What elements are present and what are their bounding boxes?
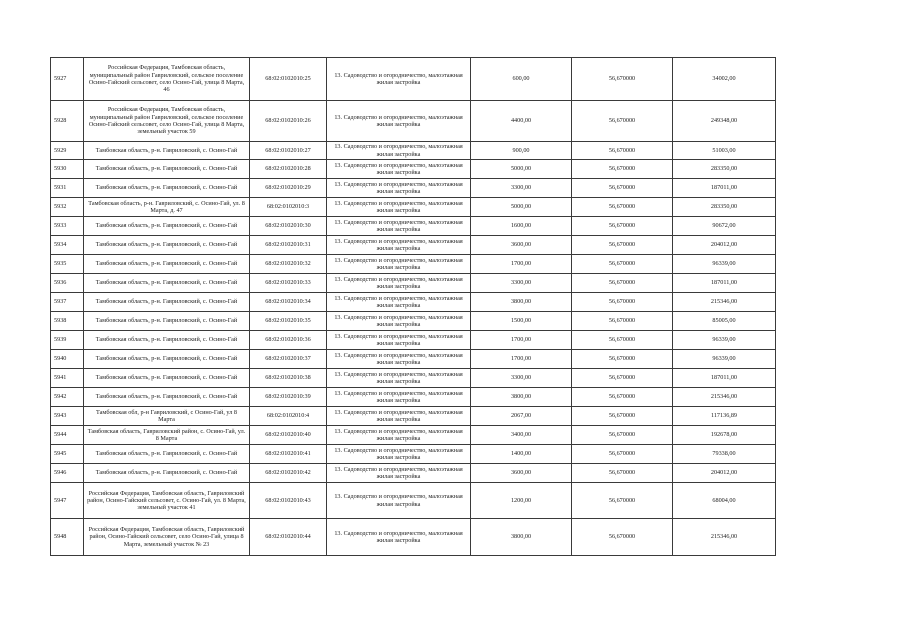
row-number: 5928 bbox=[51, 101, 84, 142]
area-cell: 5000,00 bbox=[471, 198, 572, 217]
row-number: 5938 bbox=[51, 312, 84, 331]
specific-value-cell: 56,670000 bbox=[572, 331, 673, 350]
cadastral-number-cell: 68:02:0102010:42 bbox=[250, 464, 327, 483]
area-cell: 1500,00 bbox=[471, 312, 572, 331]
cadastral-number-cell: 68:02:0102010:44 bbox=[250, 519, 327, 556]
table-row bbox=[51, 464, 776, 483]
address-cell: Российская Федерация, Тамбовская область, муниципальный район Гавриловский, сельское поселение Осино-Гайский сельсовет, село Осино-Гай, улица 8 Марта, 46 bbox=[84, 58, 250, 101]
row-number: 5946 bbox=[51, 464, 84, 483]
address-cell: Тамбовская область, р-н. Гавриловский, с. Осино-Гай bbox=[84, 388, 250, 407]
land-use-cell: 13. Садоводство и огородничество, малоэтажная жилая застройка bbox=[327, 331, 471, 350]
area-cell: 1700,00 bbox=[471, 255, 572, 274]
table-row bbox=[51, 293, 776, 312]
table-row bbox=[51, 388, 776, 407]
specific-value-cell: 56,670000 bbox=[572, 426, 673, 445]
cadastral-number-cell: 68:02:0102010:28 bbox=[250, 160, 327, 179]
cadastral-value-cell: 187011,00 bbox=[673, 274, 776, 293]
land-use-cell: 13. Садоводство и огородничество, малоэтажная жилая застройка bbox=[327, 293, 471, 312]
address-cell: Российская Федерация, Тамбовская область, Гавриловский район, Осино-Гайский сельсовет, село Осино-Гай, улица 8 Марта, земельный участок № 23 bbox=[84, 519, 250, 556]
land-use-cell: 13. Садоводство и огородничество, малоэтажная жилая застройка bbox=[327, 519, 471, 556]
table-row bbox=[51, 255, 776, 274]
cadastral-number-cell: 68:02:0102010:4 bbox=[250, 407, 327, 426]
cadastral-number-cell: 68:02:0102010:35 bbox=[250, 312, 327, 331]
cadastral-value-cell: 68004,00 bbox=[673, 483, 776, 519]
cadastral-value-cell: 117136,89 bbox=[673, 407, 776, 426]
land-use-cell: 13. Садоводство и огородничество, малоэтажная жилая застройка bbox=[327, 160, 471, 179]
cadastral-number-cell: 68:02:0102010:33 bbox=[250, 274, 327, 293]
specific-value-cell: 56,670000 bbox=[572, 464, 673, 483]
specific-value-cell: 56,670000 bbox=[572, 369, 673, 388]
specific-value-cell: 56,670000 bbox=[572, 350, 673, 369]
address-cell: Российская Федерация, Тамбовская область, муниципальный район Гавриловский, сельское поселение Осино-Гайский сельсовет, село Осино-Гай, улица 8 Марта, земельный участок 59 bbox=[84, 101, 250, 142]
row-number: 5941 bbox=[51, 369, 84, 388]
specific-value-cell: 56,670000 bbox=[572, 160, 673, 179]
address-cell: Тамбовская область, р-н. Гавриловский, с. Осино-Гай bbox=[84, 293, 250, 312]
area-cell: 3300,00 bbox=[471, 274, 572, 293]
specific-value-cell: 56,670000 bbox=[572, 142, 673, 160]
address-cell: Тамбовская область, р-н. Гавриловский, с. Осино-Гай bbox=[84, 312, 250, 331]
address-cell: Тамбовская область, р-н. Гавриловский, с. Осино-Гай bbox=[84, 331, 250, 350]
address-cell: Тамбовская область, р-н. Гавриловский, с. Осино-Гай bbox=[84, 160, 250, 179]
cadastral-value-cell: 96339,00 bbox=[673, 350, 776, 369]
row-number: 5929 bbox=[51, 142, 84, 160]
table-row bbox=[51, 483, 776, 519]
table-row bbox=[51, 142, 776, 160]
table-row bbox=[51, 350, 776, 369]
address-cell: Тамбовская область, р-н. Гавриловский, с. Осино-Гай bbox=[84, 217, 250, 236]
row-number: 5945 bbox=[51, 445, 84, 464]
land-use-cell: 13. Садоводство и огородничество, малоэтажная жилая застройка bbox=[327, 369, 471, 388]
land-use-cell: 13. Садоводство и огородничество, малоэтажная жилая застройка bbox=[327, 198, 471, 217]
land-use-cell: 13. Садоводство и огородничество, малоэтажная жилая застройка bbox=[327, 388, 471, 407]
land-use-cell: 13. Садоводство и огородничество, малоэтажная жилая застройка bbox=[327, 407, 471, 426]
address-cell: Тамбовская область, р-н. Гавриловский, с. Осино-Гай bbox=[84, 445, 250, 464]
specific-value-cell: 56,670000 bbox=[572, 236, 673, 255]
cadastral-value-cell: 283350,00 bbox=[673, 160, 776, 179]
address-cell: Тамбовская область, р-н. Гавриловский, с. Осино-Гай bbox=[84, 142, 250, 160]
table-row bbox=[51, 274, 776, 293]
table-row bbox=[51, 407, 776, 426]
row-number: 5933 bbox=[51, 217, 84, 236]
cadastral-number-cell: 68:02:0102010:30 bbox=[250, 217, 327, 236]
table-row bbox=[51, 198, 776, 217]
area-cell: 3800,00 bbox=[471, 519, 572, 556]
land-use-cell: 13. Садоводство и огородничество, малоэтажная жилая застройка bbox=[327, 445, 471, 464]
cadastral-value-cell: 96339,00 bbox=[673, 255, 776, 274]
area-cell: 2067,00 bbox=[471, 407, 572, 426]
row-number: 5937 bbox=[51, 293, 84, 312]
cadastral-number-cell: 68:02:0102010:29 bbox=[250, 179, 327, 198]
land-use-cell: 13. Садоводство и огородничество, малоэтажная жилая застройка bbox=[327, 236, 471, 255]
address-cell: Тамбовская область, р-н. Гавриловский, с. Осино-Гай bbox=[84, 236, 250, 255]
cadastral-value-cell: 215346,00 bbox=[673, 293, 776, 312]
specific-value-cell: 56,670000 bbox=[572, 407, 673, 426]
address-cell: Тамбовская область, Гавриловский район, с. Осино-Гай, ул. 8 Марта bbox=[84, 426, 250, 445]
row-number: 5948 bbox=[51, 519, 84, 556]
cadastral-value-cell: 51003,00 bbox=[673, 142, 776, 160]
land-use-cell: 13. Садоводство и огородничество, малоэтажная жилая застройка bbox=[327, 142, 471, 160]
row-number: 5947 bbox=[51, 483, 84, 519]
address-cell: Тамбовская область, р-н. Гавриловский, с. Осино-Гай bbox=[84, 179, 250, 198]
cadastral-value-cell: 215346,00 bbox=[673, 388, 776, 407]
land-use-cell: 13. Садоводство и огородничество, малоэтажная жилая застройка bbox=[327, 274, 471, 293]
cadastral-number-cell: 68:02:0102010:41 bbox=[250, 445, 327, 464]
row-number: 5939 bbox=[51, 331, 84, 350]
cadastral-value-cell: 96339,00 bbox=[673, 331, 776, 350]
cadastral-value-table bbox=[50, 57, 776, 556]
cadastral-number-cell: 68:02:0102010:37 bbox=[250, 350, 327, 369]
table-row bbox=[51, 101, 776, 142]
table-body bbox=[51, 58, 776, 556]
cadastral-value-cell: 283350,00 bbox=[673, 198, 776, 217]
land-use-cell: 13. Садоводство и огородничество, малоэтажная жилая застройка bbox=[327, 312, 471, 331]
cadastral-value-cell: 90672,00 bbox=[673, 217, 776, 236]
area-cell: 3800,00 bbox=[471, 388, 572, 407]
cadastral-value-cell: 215346,00 bbox=[673, 519, 776, 556]
specific-value-cell: 56,670000 bbox=[572, 483, 673, 519]
specific-value-cell: 56,670000 bbox=[572, 388, 673, 407]
land-use-cell: 13. Садоводство и огородничество, малоэтажная жилая застройка bbox=[327, 483, 471, 519]
specific-value-cell: 56,670000 bbox=[572, 58, 673, 101]
cadastral-value-cell: 79338,00 bbox=[673, 445, 776, 464]
table-row bbox=[51, 160, 776, 179]
address-cell: Тамбовская область, р-н. Гавриловский, с. Осино-Гай bbox=[84, 255, 250, 274]
address-cell: Тамбовская обл, р-н Гавриловский, с Осино-Гай, ул 8 Марта bbox=[84, 407, 250, 426]
row-number: 5930 bbox=[51, 160, 84, 179]
area-cell: 3600,00 bbox=[471, 236, 572, 255]
specific-value-cell: 56,670000 bbox=[572, 217, 673, 236]
specific-value-cell: 56,670000 bbox=[572, 293, 673, 312]
specific-value-cell: 56,670000 bbox=[572, 312, 673, 331]
area-cell: 600,00 bbox=[471, 58, 572, 101]
table-row bbox=[51, 179, 776, 198]
table-row bbox=[51, 331, 776, 350]
land-use-cell: 13. Садоводство и огородничество, малоэтажная жилая застройка bbox=[327, 350, 471, 369]
specific-value-cell: 56,670000 bbox=[572, 179, 673, 198]
cadastral-number-cell: 68:02:0102010:39 bbox=[250, 388, 327, 407]
area-cell: 5000,00 bbox=[471, 160, 572, 179]
area-cell: 1700,00 bbox=[471, 350, 572, 369]
specific-value-cell: 56,670000 bbox=[572, 198, 673, 217]
land-use-cell: 13. Садоводство и огородничество, малоэтажная жилая застройка bbox=[327, 255, 471, 274]
area-cell: 3400,00 bbox=[471, 426, 572, 445]
area-cell: 3300,00 bbox=[471, 369, 572, 388]
table-row bbox=[51, 426, 776, 445]
cadastral-value-cell: 85005,00 bbox=[673, 312, 776, 331]
table-row bbox=[51, 519, 776, 556]
row-number: 5944 bbox=[51, 426, 84, 445]
table-row bbox=[51, 236, 776, 255]
specific-value-cell: 56,670000 bbox=[572, 101, 673, 142]
cadastral-number-cell: 68:02:0102010:26 bbox=[250, 101, 327, 142]
table-row bbox=[51, 217, 776, 236]
cadastral-number-cell: 68:02:0102010:36 bbox=[250, 331, 327, 350]
area-cell: 900,00 bbox=[471, 142, 572, 160]
land-use-cell: 13. Садоводство и огородничество, малоэтажная жилая застройка bbox=[327, 464, 471, 483]
area-cell: 1200,00 bbox=[471, 483, 572, 519]
row-number: 5927 bbox=[51, 58, 84, 101]
cadastral-value-cell: 204012,00 bbox=[673, 464, 776, 483]
land-use-cell: 13. Садоводство и огородничество, малоэтажная жилая застройка bbox=[327, 426, 471, 445]
cadastral-value-cell: 192678,00 bbox=[673, 426, 776, 445]
table-row bbox=[51, 58, 776, 101]
cadastral-value-cell: 204012,00 bbox=[673, 236, 776, 255]
cadastral-number-cell: 68:02:0102010:32 bbox=[250, 255, 327, 274]
table-row bbox=[51, 312, 776, 331]
cadastral-value-cell: 187011,00 bbox=[673, 179, 776, 198]
row-number: 5935 bbox=[51, 255, 84, 274]
table-row bbox=[51, 369, 776, 388]
area-cell: 1700,00 bbox=[471, 331, 572, 350]
cadastral-value-cell: 249348,00 bbox=[673, 101, 776, 142]
cadastral-number-cell: 68:02:0102010:3 bbox=[250, 198, 327, 217]
land-use-cell: 13. Садоводство и огородничество, малоэтажная жилая застройка bbox=[327, 217, 471, 236]
address-cell: Тамбовская область, р-н. Гавриловский, с. Осино-Гай bbox=[84, 274, 250, 293]
row-number: 5942 bbox=[51, 388, 84, 407]
cadastral-number-cell: 68:02:0102010:31 bbox=[250, 236, 327, 255]
address-cell: Тамбовская область, р-н. Гавриловский, с. Осино-Гай bbox=[84, 350, 250, 369]
address-cell: Тамбовская область, р-н. Гавриловский, с. Осино-Гай bbox=[84, 464, 250, 483]
cadastral-value-cell: 34002,00 bbox=[673, 58, 776, 101]
specific-value-cell: 56,670000 bbox=[572, 519, 673, 556]
land-use-cell: 13. Садоводство и огородничество, малоэтажная жилая застройка bbox=[327, 179, 471, 198]
address-cell: Российская Федерация, Тамбовская область, Гавриловский район, Осино-Гайский сельсовет, с. Осино-Гай, ул. 8 Марта, земельный участок 41 bbox=[84, 483, 250, 519]
area-cell: 3800,00 bbox=[471, 293, 572, 312]
specific-value-cell: 56,670000 bbox=[572, 274, 673, 293]
cadastral-number-cell: 68:02:0102010:27 bbox=[250, 142, 327, 160]
area-cell: 3300,00 bbox=[471, 179, 572, 198]
row-number: 5931 bbox=[51, 179, 84, 198]
address-cell: Тамбовская область, р-н. Гавриловский, с. Осино-Гай, ул. 8 Марта, д. 47 bbox=[84, 198, 250, 217]
cadastral-number-cell: 68:02:0102010:43 bbox=[250, 483, 327, 519]
cadastral-number-cell: 68:02:0102010:38 bbox=[250, 369, 327, 388]
specific-value-cell: 56,670000 bbox=[572, 445, 673, 464]
row-number: 5934 bbox=[51, 236, 84, 255]
cadastral-value-cell: 187011,00 bbox=[673, 369, 776, 388]
area-cell: 1600,00 bbox=[471, 217, 572, 236]
area-cell: 1400,00 bbox=[471, 445, 572, 464]
cadastral-number-cell: 68:02:0102010:40 bbox=[250, 426, 327, 445]
row-number: 5932 bbox=[51, 198, 84, 217]
land-use-cell: 13. Садоводство и огородничество, малоэтажная жилая застройка bbox=[327, 58, 471, 101]
cadastral-number-cell: 68:02:0102010:25 bbox=[250, 58, 327, 101]
table-row bbox=[51, 445, 776, 464]
area-cell: 4400,00 bbox=[471, 101, 572, 142]
row-number: 5936 bbox=[51, 274, 84, 293]
specific-value-cell: 56,670000 bbox=[572, 255, 673, 274]
cadastral-number-cell: 68:02:0102010:34 bbox=[250, 293, 327, 312]
area-cell: 3600,00 bbox=[471, 464, 572, 483]
address-cell: Тамбовская область, р-н. Гавриловский, с. Осино-Гай bbox=[84, 369, 250, 388]
land-use-cell: 13. Садоводство и огородничество, малоэтажная жилая застройка bbox=[327, 101, 471, 142]
row-number: 5940 bbox=[51, 350, 84, 369]
row-number: 5943 bbox=[51, 407, 84, 426]
